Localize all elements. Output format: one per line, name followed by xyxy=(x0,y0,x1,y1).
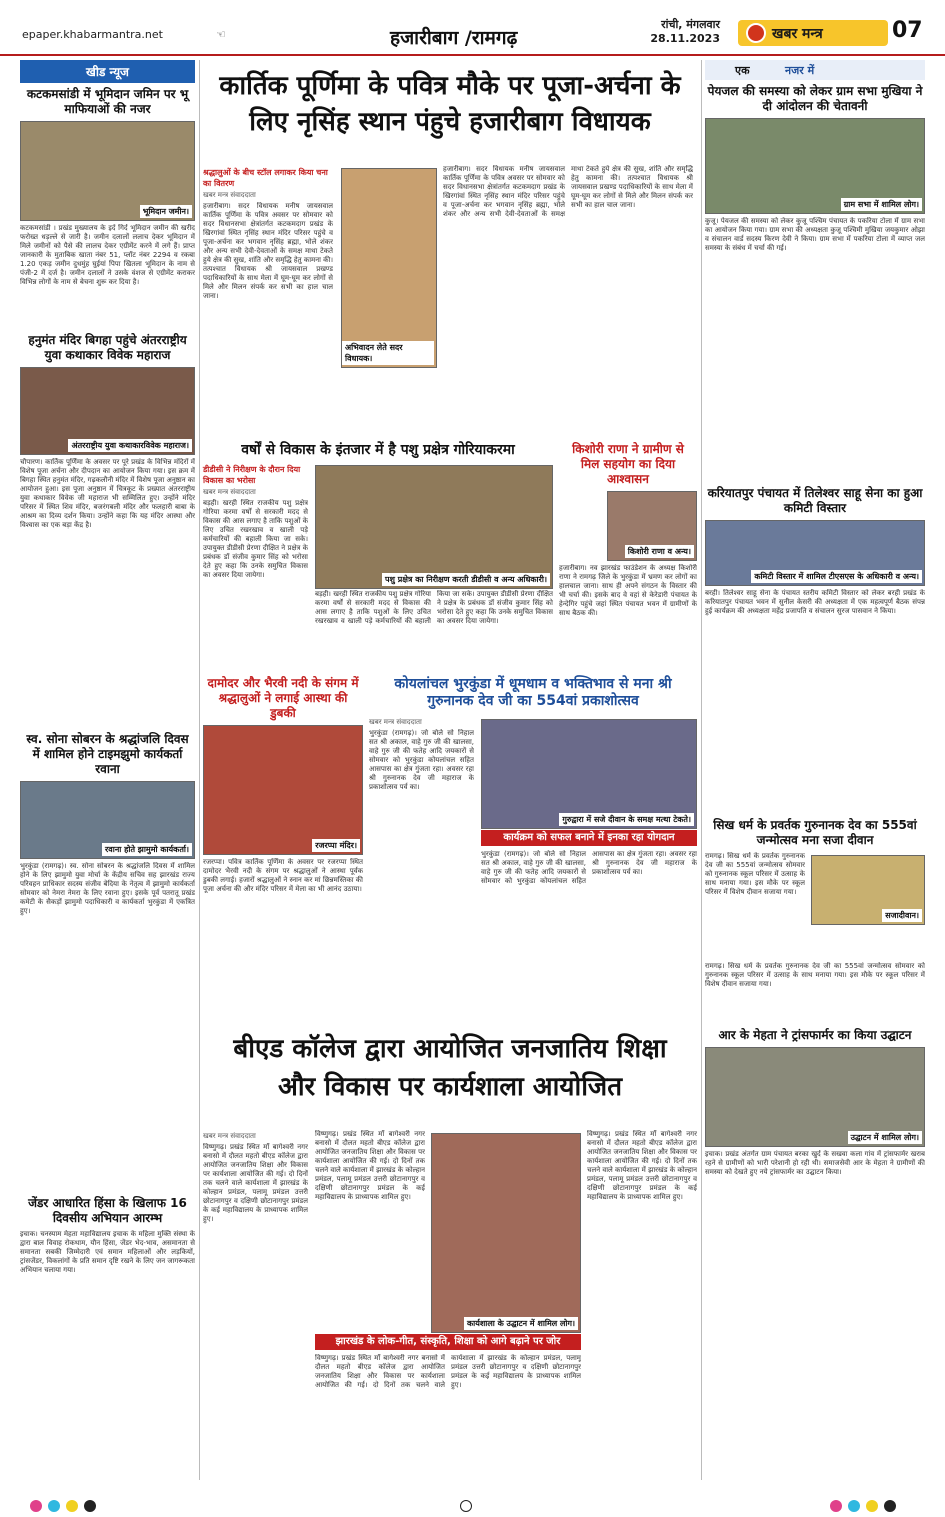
article-body: विष्णुगढ़। प्रखंड स्थित माँ बागेश्वरी नगर बनासो में दौलत महतो बीएड कॉलेज द्वारा आयोजित जनजातिय शिक्षा और विकास पर कार्यशाला आयोजित की गई। दो दिनों तक चलने वाले कार्यशाला में झारखंड के कोल्हान प्रमंडल, पलामू प्रमंडल उत्तरी छोटानागपुर व दक्षिणी छोटानागपुर प्रमंडल के कई महाविद्यालय के प्राध्यापक शामिल हुए। xyxy=(203,1143,308,1223)
section-strip xyxy=(705,60,925,80)
article-headline: किशोरी राणा ने ग्रामीण से मिल सहयोग का दिया आश्वासन xyxy=(572,442,684,486)
column-divider xyxy=(701,60,702,1480)
article-body: रामगढ़। सिख धर्म के प्रवर्तक गुरुनानक देव जी का 555वां जन्मोत्सव सोमवार को गुरुनानक स्कूल परिसर में उत्साह के साथ मनाया गया। इस मौके पर स्कूल परिसर में विशेष दीवान सजाया गया। xyxy=(705,852,805,896)
article-photo xyxy=(705,118,925,214)
photo-caption: कमिटी विस्तार में शामिल टीएसएस के अधिकारी व अन्य। xyxy=(751,570,922,583)
article-gender-violence xyxy=(20,1196,195,1405)
photo-caption: रवाना होते झामुमो कार्यकर्ता। xyxy=(102,843,192,856)
article-subhead: डीडीसी ने निरीक्षण के दौरान दिया विकास का भरोसा xyxy=(203,465,301,485)
article-vivek-maharaj xyxy=(20,333,195,728)
article-pashu xyxy=(203,438,553,678)
article-body-continued: रामगढ़। सिख धर्म के प्रवर्तक गुरुनानक देव जी का 555वां जन्मोत्सव सोमवार को गुरुनानक स्कूल परिसर में उत्साह के साथ मनाया गया। इस मौके पर स्कूल परिसर में विशेष दीवान सजाया गया। xyxy=(705,962,925,988)
article-headline: दामोदर और भैरवी नदी के संगम में श्रद्धालुओं ने लगाई आस्था की डुबकी xyxy=(207,676,359,720)
registration-dot xyxy=(830,1500,842,1512)
article-body-continued: विष्णुगढ़। प्रखंड स्थित माँ बागेश्वरी नगर बनासो में दौलत महतो बीएड कॉलेज द्वारा आयोजित जनजातिय शिक्षा और विकास पर कार्यशाला आयोजित की गई। दो दिनों तक चलने वाले कार्यशाला में झारखंड के कोल्हान प्रमंडल, पलामू प्रमंडल उत्तरी छोटानागपुर व दक्षिणी छोटानागपुर प्रमंडल के कई महाविद्यालय के प्राध्यापक शामिल हुए। xyxy=(315,1354,581,1389)
registration-dot xyxy=(848,1500,860,1512)
section-banner: झारखंड के लोक-गीत, संस्कृति, शिक्षा को आगे बढ़ाने पर जोर xyxy=(315,1334,581,1350)
photo-caption: सजादीवान। xyxy=(882,909,922,922)
byline: खबर मन्त्र संवाददाता xyxy=(369,718,422,726)
article-photo xyxy=(705,520,925,586)
article-body: इचाक। चनस्याम मेहता महाविद्यालय इचाक के महिला मुक्ति संस्था के द्वारा बाल विवाह रोकथाम, यौन हिंसा, जेंडर भेद-भाव, असमानता से समानता सबकी जिम्मेदारी एवं समान महिलाओं और लड़कियों, ट्रांसजेंडर, विकलांगों के प्रति समान दृष्टि रखने के लिए जन जागरूकता अभियान चलाया गया। xyxy=(20,1230,195,1274)
date: 28.11.2023 xyxy=(650,32,720,45)
masthead xyxy=(0,0,945,56)
article-headline: सिख धर्म के प्रवर्तक गुरुनानक देव का 555वां जन्मोत्सव मना सजा दीवान xyxy=(713,818,917,847)
article-body-continued: विष्णुगढ़। प्रखंड स्थित माँ बागेश्वरी नगर बनासो में दौलत महतो बीएड कॉलेज द्वारा आयोजित जनजातिय शिक्षा और विकास पर कार्यशाला आयोजित की गई। दो दिनों तक चलने वाले कार्यशाला में झारखंड के कोल्हान प्रमंडल, पलामू प्रमंडल उत्तरी छोटानागपुर व दक्षिणी छोटानागपुर प्रमंडल के कई महाविद्यालय के प्राध्यापक शामिल हुए। xyxy=(587,1130,697,1201)
article-photo xyxy=(811,855,925,925)
article-body: चौपारण। कार्तिक पूर्णिमा के अवसर पर पूरे प्रखंड के विभिन्न मंदिरों में विशेष पूजा अर्चना और दीपदान का आयोजन किया गया। इस क्रम में बिगहा स्थित हनुमंत मंदिर, गढ़कलौनी मंदिर में विशेष पूजा अनुष्ठान का आयोजन हुआ। इस पूजा अनुष्ठान में चित्रकूट के प्रख्यात अंतरराष्ट्रीय युवा कथाकार विवेक जी महाराज भी सम्मिलित हुए। उन्होंने मंदिर परिसर में स्थित शिव मंदिर, बजरंगबली मंदिर और फलहारी बाबा के आश्रम का दिव्य दर्शन किया। उन्होंने कहा कि यह मंदिर आस्था और विश्वास का एक बड़ा केंद्र है। xyxy=(20,458,195,529)
article-photo xyxy=(20,781,195,859)
article-body: हजारीबाग। नव झारखंड फाउंडेशन के अध्यक्ष किशोरी राणा ने रामगढ़ जिले के भुरकुंडा में भ्रमण कर लोगों का हालचाल जाना। साथ ही अपने संगठन के विस्तार की भी चर्चा की। इसके बाद वे वहां से केरेडारी पंचायत के हेन्देगिर पहुंचे जहां स्थित पंचायत भवन में ग्रामीणों के साथ बैठक की। xyxy=(559,564,697,617)
article-headline: हनुमंत मंदिर बिगहा पहुंचे अंतरराष्ट्रीय युवा कथाकार विवेक महाराज xyxy=(28,333,187,362)
page-number: 07 xyxy=(892,18,923,43)
article-body: भुरकुंडा (रामगढ़)। स्व. सोना सोबरन के श्रद्धांजलि दिवस में शामिल होने के लिए झामुमो युवा मोर्चा के केंद्रीय सचिव सह झारखंड राज्य परिवहन प्राधिकार सदस्य संजीव बेदिया के नेतृत्व में झामुमो कार्यकर्ता सोमवार को नेमरा नेमरा के लिए रवाना हुए। इसके पूर्व पतरातू प्रखंड कमेटी के सैकड़ों झामुमो पदाधिकारी व कार्यकर्ता भुरकुंडा में एकत्रित हुए। xyxy=(20,862,195,915)
article-body: कटकमसांडी । प्रखंड मुख्यालय के इर्द गिर्द भूमिदान जमीन की खरीद फरोख्त धड़ल्ले से जारी है। जमीन दलालों ललाच देकर भूमिदान में मिले जमीनों को पैसे की लालच देकर एग्रीमेंट करने में लगे हैं। प्राप्त जानकारी के मुताबिक खाता नंबर 51, प्लॉट नंबर 2294 व रकबा 1.20 एकड़ जमीन दुधमुंह घुईयां पिपा खितला भूमिदान के नाम से पंजी-2 में दर्ज है। जमीन दलालों ने उसके वंशज से एग्रीमेंट कराकर विभिन्न लोगों के नाम से बेचना शुरू कर दिया है। xyxy=(20,224,195,286)
article-sikh-dharm xyxy=(705,818,925,1024)
article-bhoomidan xyxy=(20,87,195,329)
article-headline: कोयलांचल भुरकुंडा में धूमधाम व भक्तिभाव से मना श्री गुरुनानक देव जी का 554वां प्रकाशोत्सव xyxy=(394,676,672,709)
article-gurunanak xyxy=(369,672,697,997)
brand-name: खबर मन्त्र xyxy=(772,26,823,42)
place-day: रांची, मंगलवार xyxy=(661,18,720,31)
article-kishori-rana xyxy=(559,438,697,678)
right-column xyxy=(705,60,925,1400)
article-photo xyxy=(20,121,195,221)
article-rajrappa xyxy=(203,672,363,997)
article-photo xyxy=(705,1047,925,1147)
registration-dot xyxy=(866,1500,878,1512)
site-url[interactable]: epaper.khabarmantra.net xyxy=(22,28,163,41)
byline: खबर मन्त्र संवाददाता xyxy=(203,1132,256,1140)
registration-dot xyxy=(884,1500,896,1512)
article-body: बरही। तिलेश्वर साहू सेना के पंचायत स्तरीय कमिटी विस्तार को लेकर बरही प्रखंड के करियातपुर पंचायत भवन में सुनील केसरी की अध्यक्षता में एक महत्वपूर्ण बैठक संपन्न हुई कार्यक्रम की अध्यक्षता महेंद्र प्रजापति व संचालन सुरज पासवान ने किया। xyxy=(705,589,925,615)
photo-caption: उद्घाटन में शामिल लोग। xyxy=(848,1131,922,1144)
article-body-continued: हजारीबाग। सदर विधायक मनीष जायसवाल कार्तिक पूर्णिमा के पवित्र अवसर पर सोमवार को सदर विधानसभा क्षेत्रांतर्गत कटकमदाग प्रखंड के खिरगांवां स्थित नृसिंह स्थान मंदिर परिसर पहुंचे व पूजा-अर्चना कर भगवान नृसिंह ब्रह्मा, भोले शंकर और अन्य सभी देवी-देवताओं के समक्ष माथा टेकते हुये क्षेत्र की सुख, शांति और समृद्धि हेतु कामना की। तत्पश्चात विधायक श्री जायसवाल प्रखण्ड पदाधिकारियों के साथ मेला में घूम-घूम कर लोगों से मिले और मिलन संपर्क कर सभी का हाल चाल जाना। xyxy=(443,165,693,218)
left-column xyxy=(20,60,195,1405)
article-tiless-sena xyxy=(705,486,925,814)
article-photo xyxy=(431,1133,581,1333)
lead-headline-box xyxy=(203,60,697,156)
article-bed-college xyxy=(203,1030,697,1480)
article-headline: स्व. सोना सोबरन के श्रद्धांजलि दिवस में शामिल होने टाइमझुमो कार्यकर्ता रवाना xyxy=(26,732,189,776)
article-vidhayak xyxy=(203,165,697,440)
article-body-continued: विष्णुगढ़। प्रखंड स्थित माँ बागेश्वरी नगर बनासो में दौलत महतो बीएड कॉलेज द्वारा आयोजित जनजातिय शिक्षा और विकास पर कार्यशाला आयोजित की गई। दो दिनों तक चलने वाले कार्यशाला में झारखंड के कोल्हान प्रमंडल, पलामू प्रमंडल उत्तरी छोटानागपुर व दक्षिणी छोटानागपुर प्रमंडल के कई महाविद्यालय के प्राध्यापक शामिल हुए। xyxy=(315,1130,425,1201)
article-body-continued: बड़ही। खरही स्थित राजकीय पशु प्रक्षेत्र गोरिया करमा वर्षों से सरकारी मदद से विकास की आस लगाए है ताकि पशुओं के लिए उचित रखरखाव व खाली पड़े कर्मचारियों की बहाली किया जा सके। उपायुक्त डीडीसी प्रेरणा दीक्षित ने प्रक्षेत्र के प्रबंधक डॉ संजीव कुमार सिंह को भरोसा देते हुए कहा कि उनके समुचित विकास का अवसर दिया जायेगा। xyxy=(315,590,553,625)
article-headline: बीएड कॉलेज द्वारा आयोजित जनजातिय शिक्षा और विकास पर कार्यशाला आयोजित xyxy=(233,1034,667,1102)
article-body-continued: भुरकुंडा (रामगढ़)। जो बोले सो निहाल सत श्री अकाल, वाहे गुरु जी की खालसा, वाहे गुरु जी की फतेह आदि जयकारों से सोमवार को भुरकुंडा कोयलांचल सहित आसपास का क्षेत्र गुंजता रहा। अवसर रहा श्री गुरुनानक देव जी महाराज के प्रकाशोत्सव पर्व का। xyxy=(481,850,697,885)
edition-date xyxy=(640,18,720,46)
edition-city: हजारीबाग /रामगढ़ xyxy=(390,27,518,49)
crosshair-icon xyxy=(460,1500,472,1512)
article-body: भुरकुंडा (रामगढ़)। जो बोले सो निहाल सत श्री अकाल, वाहे गुरु जी की खालसा, वाहे गुरु जी की फतेह आदि जयकारों से सोमवार को भुरकुंडा कोयलांचल सहित आसपास का क्षेत्र गुंजता रहा। अवसर रहा श्री गुरुनानक देव जी महाराज के प्रकाशोत्सव पर्व का। xyxy=(369,729,474,791)
article-headline: कटकमसांडी में भूमिदान जमिन पर भू माफियाओं की नजर xyxy=(26,87,189,116)
article-photo xyxy=(203,725,363,855)
registration-marks xyxy=(0,1496,945,1517)
article-photo xyxy=(20,367,195,455)
photo-caption: रजरप्पा मंदिर। xyxy=(312,839,360,852)
brand-logo xyxy=(738,20,888,46)
article-photo xyxy=(481,719,697,829)
article-peyjal xyxy=(705,84,925,482)
column-divider xyxy=(199,60,200,1480)
photo-caption: किशोरी राणा व अन्य। xyxy=(625,545,694,558)
photo-caption: पशु प्रक्षेत्र का निरीक्षण करती डीडीसी व अन्य अधिकारी। xyxy=(382,573,550,586)
section-banner: कार्यक्रम को सफल बनाने में इनका रहा योगदान xyxy=(481,830,697,846)
registration-dot xyxy=(48,1500,60,1512)
article-headline: वर्षों से विकास के इंतजार में है पशु प्रक्षेत्र गोरियाकरमा xyxy=(241,442,515,458)
article-body: हजारीबाग। सदर विधायक मनीष जायसवाल कार्तिक पूर्णिमा के पवित्र अवसर पर सोमवार को सदर विधानसभा क्षेत्रांतर्गत कटकमदाग प्रखंड के खिरगांवां स्थित नृसिंह स्थान मंदिर परिसर पहुंचे व पूजा-अर्चना कर भगवान नृसिंह ब्रह्मा, भोले शंकर और अन्य सभी देवी-देवताओं के समक्ष माथा टेकते हुये क्षेत्र की सुख, शांति और समृद्धि हेतु कामना की। तत्पश्चात विधायक श्री जायसवाल प्रखण्ड पदाधिकारियों के साथ मेला में घूम-घूम कर लोगों से मिले और मिलन संपर्क कर सभी का हाल चाल जाना। xyxy=(203,202,333,300)
article-body: बड़ही। खरही स्थित राजकीय पशु प्रक्षेत्र गोरिया करमा वर्षों से सरकारी मदद से विकास की आस लगाए है ताकि पशुओं के लिए उचित रखरखाव व खाली पड़े कर्मचारियों की बहाली किया जा सके। उपायुक्त डीडीसी प्रेरणा दीक्षित ने प्रक्षेत्र के प्रबंधक डॉ संजीव कुमार सिंह को भरोसा देते हुए कहा कि उनके समुचित विकास का अवसर दिया जायेगा। xyxy=(203,499,308,579)
article-photo xyxy=(341,168,437,368)
article-headline: करियातपुर पंचायत में तिलेश्वर साहू सेना का हुआ कमिटी विस्तार xyxy=(707,486,923,515)
photo-caption: अंतरराष्ट्रीय युवा कथाकारविवेक महाराज। xyxy=(68,439,192,452)
registration-dot xyxy=(84,1500,96,1512)
brand-emblem-icon xyxy=(746,23,766,43)
article-transformer xyxy=(705,1028,925,1400)
lead-headline: कार्तिक पूर्णिमा के पवित्र मौके पर पूजा-अर्चना के लिए नृसिंह स्थान पंहुचे हजारीबाग विधायक xyxy=(219,71,681,137)
article-sona-sobran xyxy=(20,732,195,1192)
article-subhead: श्रद्धालुओं के बीच स्टॉल लगाकर किया चना का वितरण xyxy=(203,168,328,188)
article-body: कुजू। पेयजल की समस्या को लेकर कुजू पश्चिम पंचायत के पकरिया टोला में ग्राम सभा का आयोजन किया गया। ग्राम सभा की अध्यक्षता कुजू पश्चिमी मुखिया जयकुमार ओझा व संचालन वार्ड सदस्य किरण देवी ने किया। ग्राम सभा में पकरिया टोला में व्याप्त जल समस्या के संबंध में चर्चा की गई। xyxy=(705,217,925,252)
section-strip: खीड न्यूज xyxy=(20,60,195,83)
photo-caption: गुरुद्वारा में सजे दीवान के समक्ष मत्था टेकते। xyxy=(559,813,694,826)
article-photo xyxy=(315,465,553,589)
photo-caption: कार्यशाला के उद्घाटन में शामिल लोग। xyxy=(464,1317,578,1330)
section-tag: एक xyxy=(735,64,750,77)
article-photo xyxy=(607,491,697,561)
article-body: रजरप्पा। पवित्र कार्तिक पूर्णिमा के अवसर पर रजरप्पा स्थित दामोदर भैरवी नदी के संगम पर श्रद्धालुओं ने आस्था पूर्वक डुबकी लगाई। हजारों श्रद्धालुओं ने स्नान कर मां छिन्नमस्तिका की पूजा अर्चना की और मंदिर परिसर में मेला का भी आनंद उठाया। xyxy=(203,858,363,893)
article-headline: आर के मेहता ने ट्रांसफार्मर का किया उद्घाटन xyxy=(718,1028,912,1042)
center-column xyxy=(203,60,697,1389)
photo-caption: अभिवादन लेते सदर विधायक। xyxy=(342,341,434,365)
article-headline: पेयजल की समस्या को लेकर ग्राम सभा मुखिया ने दी आंदोलन की चेतावनी xyxy=(707,84,923,113)
article-headline: जेंडर आधारित हिंसा के खिलाफ 16 दिवसीय अभियान आरम्भ xyxy=(28,1196,187,1225)
photo-caption: भूमिदान जमीन। xyxy=(140,205,192,218)
cursor-icon: ☜ xyxy=(216,28,226,41)
photo-caption: ग्राम सभा में शामिल लोग। xyxy=(841,198,922,211)
registration-dot xyxy=(66,1500,78,1512)
byline: खबर मन्त्र संवाददाता xyxy=(203,488,256,496)
section-tag: नजर में xyxy=(785,64,815,77)
article-body: इचाक। प्रखंड अंतर्गत ग्राम पंचायत बरका खुर्द के सखवा कला गांव में ट्रांसफार्मर खराब रहने से ग्रामीणों को भारी परेशानी हो रही थी। समाजसेवी आर के मेहता ने ग्रामीणों की समस्या को देखते हुए नये ट्रांसफार्मर का उद्घाटन किया। xyxy=(705,1150,925,1176)
registration-dot xyxy=(30,1500,42,1512)
byline: खबर मन्त्र संवाददाता xyxy=(203,191,256,199)
